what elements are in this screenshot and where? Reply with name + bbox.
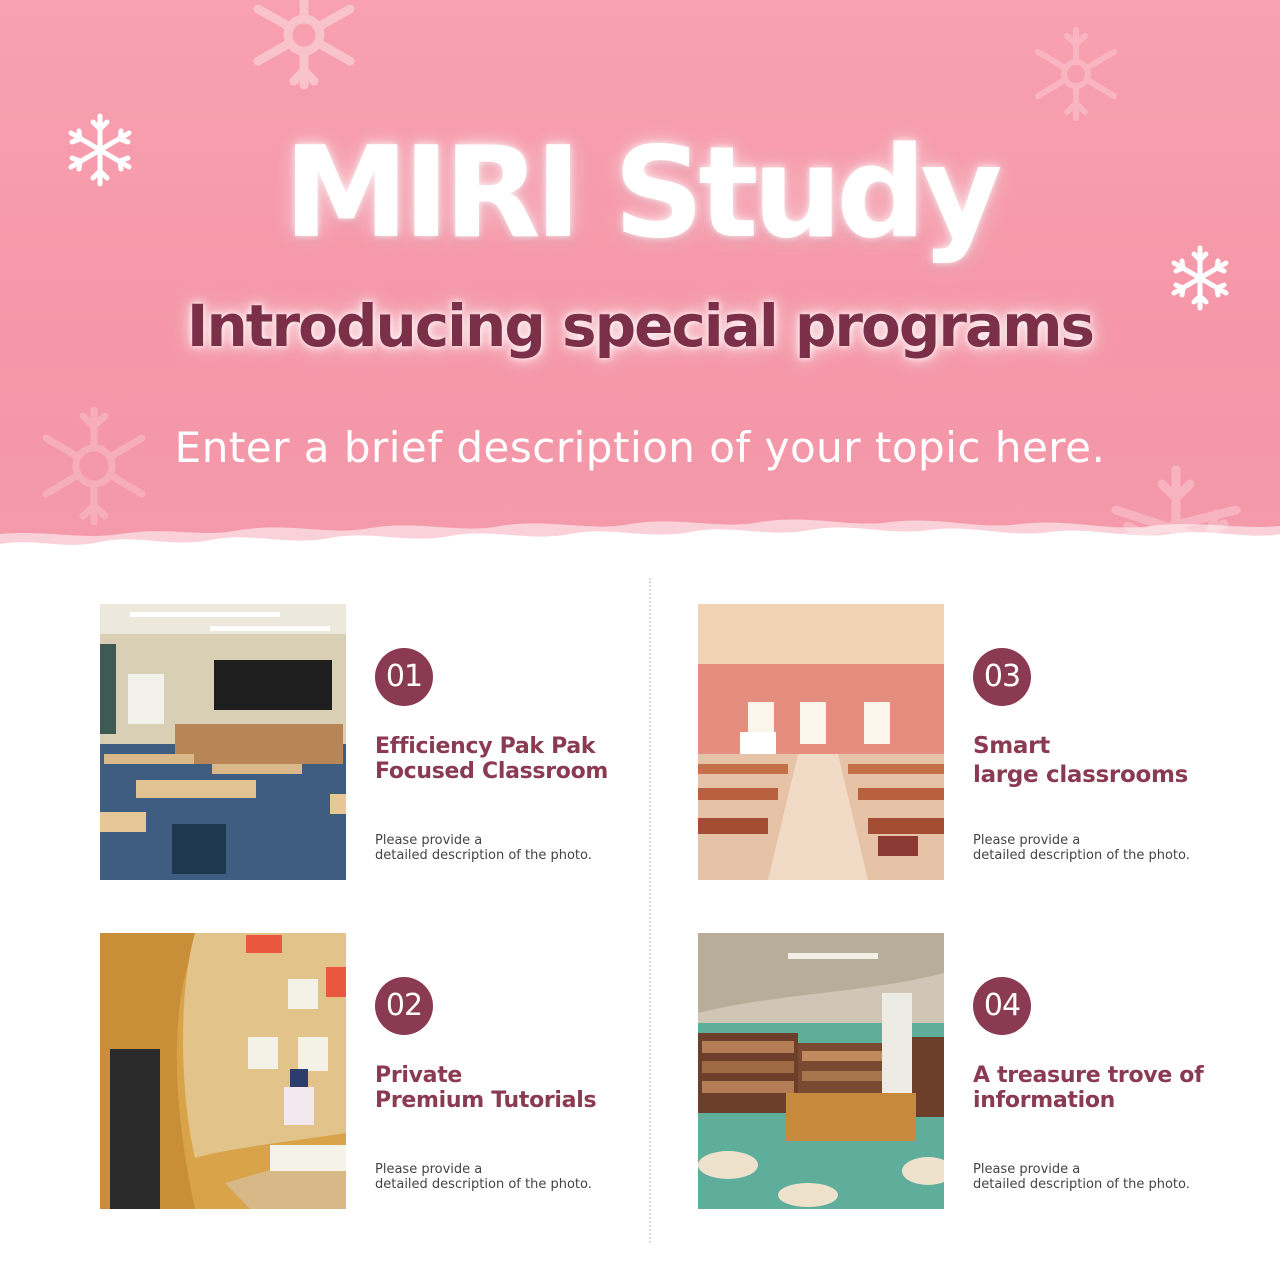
program-number-badge: 02 — [375, 977, 433, 1035]
program-title: Smart large classrooms — [973, 733, 1189, 788]
snow-edge — [0, 500, 1280, 590]
program-title: Private Premium Tutorials — [375, 1063, 597, 1113]
library-photo — [698, 933, 944, 1209]
snowflake-icon — [1028, 26, 1124, 122]
program-description: Please provide a detailed description of the photo. — [375, 833, 592, 863]
program-card — [698, 604, 1258, 880]
snowflake-icon — [240, 0, 368, 90]
program-number-badge: 01 — [375, 648, 433, 706]
program-number-badge: 03 — [973, 648, 1031, 706]
hero-banner — [0, 0, 1280, 560]
program-description: Please provide a detailed description of the photo. — [375, 1162, 592, 1192]
classroom-photo — [100, 604, 346, 880]
program-card — [100, 933, 660, 1209]
page-title: MIRI Study — [283, 119, 997, 266]
large-classroom-photo — [698, 604, 944, 880]
program-title: Efficiency Pak Pak Focused Classroom — [375, 734, 609, 784]
program-title: A treasure trove of information — [973, 1063, 1204, 1113]
program-card — [698, 933, 1258, 1209]
study-desk-photo — [100, 933, 346, 1209]
program-description: Please provide a detailed description of the photo. — [973, 833, 1190, 863]
program-description: Please provide a detailed description of the photo. — [973, 1162, 1190, 1192]
topic-description: Enter a brief description of your topic here. — [174, 423, 1106, 472]
program-number-badge: 04 — [973, 977, 1031, 1035]
program-card — [100, 604, 660, 880]
page-subtitle: Introducing special programs — [186, 292, 1094, 360]
